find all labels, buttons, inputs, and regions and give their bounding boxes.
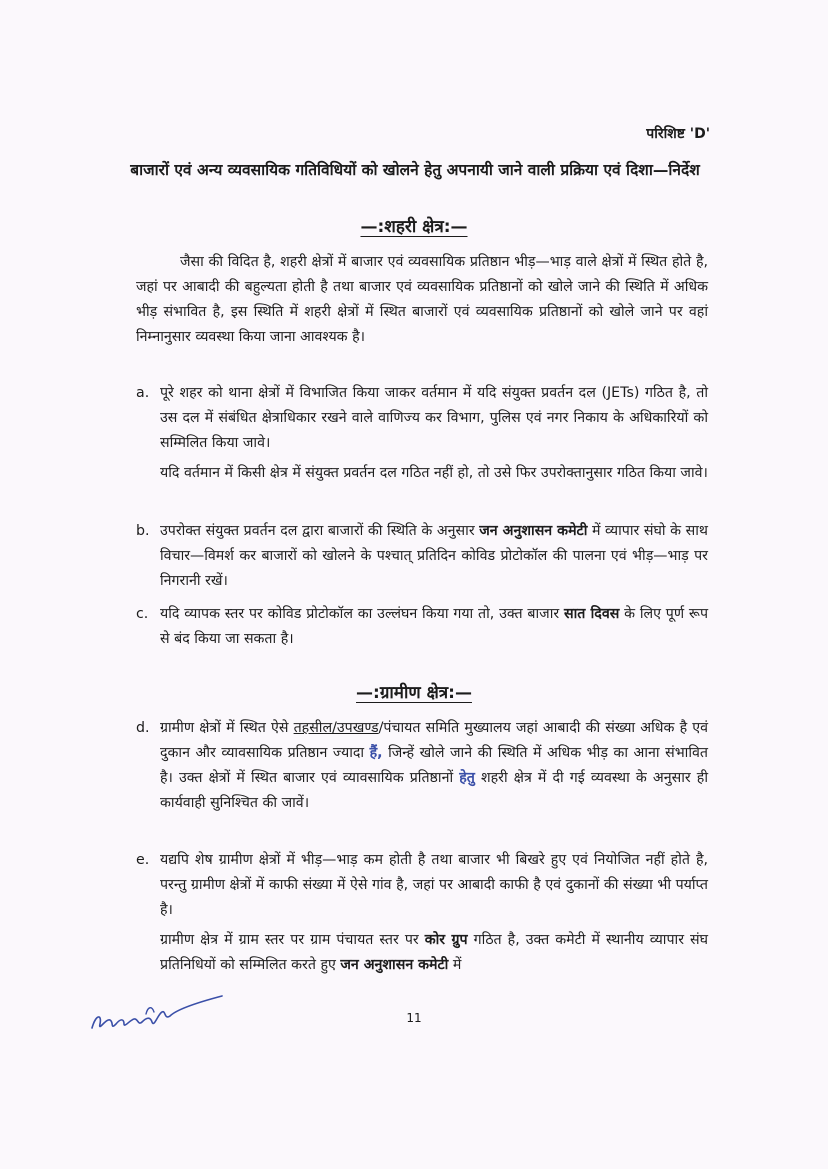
document-title: बाजारों एवं अन्य व्यवसायिक गतिविधियों को खोलने हेतु अपनायी जाने वाली प्रक्रिया एवं दिशा—निर्देश	[130, 161, 700, 179]
page-number: 11	[406, 1011, 422, 1025]
item-text: पूरे शहर को थाना क्षेत्रों में विभाजित किया जाकर वर्तमान में यदि संयुक्त प्रवर्तन दल (JETs) गठित है, तो उस दल में संबंधित क्षेत्राधिकार रखने वाले वाणिज्य कर विभाग, पुलिस एवं नगर निकाय के अधिकारियों को सम्मिलित किया जावे।	[160, 385, 708, 451]
text-segment: में व्यापार संघो के साथ विचार—विमर्श कर बाजारों को खोलने के पश्चात् प्रतिदिन कोविड प्रोटोकॉल की पालना एवं भीड़—भाड़ पर निगरानी रखें।	[160, 523, 708, 589]
bold-term: सात दिवस	[564, 606, 620, 622]
text-segment: यदि व्यापक स्तर पर कोविड प्रोटोकॉल का उल्लंघन किया गया तो, उक्त बाजार	[160, 606, 560, 622]
text-segment: ग्रामीण क्षेत्रों में स्थित ऐसे	[160, 720, 289, 736]
urban-heading-text: —:शहरी क्षेत्र:—	[360, 217, 468, 237]
bold-term: जन अनुशासन कमेटी	[340, 957, 449, 973]
underlined-term: तहसील/उपखण्ड	[293, 720, 379, 736]
item-label: c.	[136, 606, 149, 622]
item-label: e.	[136, 852, 150, 868]
item-text	[160, 602, 708, 652]
bold-term: जन अनुशासन कमेटी	[479, 523, 588, 539]
urban-section-heading	[0, 214, 828, 237]
rural-heading-text: —:ग्रामीण क्षेत्र:—	[356, 683, 472, 703]
handwritten-correction: हैं,	[369, 745, 383, 761]
item-label: b.	[136, 523, 150, 539]
item-text: यद्यपि शेष ग्रामीण क्षेत्रों में भीड़—भाड़ कम होती है तथा बाजार भी बिखरे हुए एवं नियोजित नहीं होते है, परन्तु ग्रामीण क्षेत्रों में काफी संख्या में ऐसे गांव है, जहां पर आबादी काफी है एवं दुकानों की संख्या भी पर्याप्त है।	[160, 852, 708, 918]
item-e-note	[160, 928, 708, 978]
item-text	[160, 716, 708, 816]
item-text	[160, 519, 708, 594]
item-label: d.	[136, 720, 150, 736]
urban-intro-paragraph: जैसा की विदित है, शहरी क्षेत्रों में बाजार एवं व्यवसायिक प्रतिष्ठान भीड़—भाड़ वाले क्षेत्रों में स्थित होते है, जहां पर आबादी की बहुल्यता होती है तथा बाजार एवं व्यवसायिक प्रतिष्ठानों को खोले जाने की स्थिति में अधिक भीड़ संभावित है, इस स्थिति में शहरी क्षेत्रों में स्थित बाजारों एवं व्यवसायिक प्रतिष्ठानों को खोले जाने पर वहां निम्नानुसार व्यवस्था किया जाना आवश्यक है।	[136, 254, 708, 345]
text-segment: उपरोक्त संयुक्त प्रवर्तन दल द्वारा बाजारों की स्थिति के अनुसार	[160, 523, 475, 539]
handwritten-correction: हेतु	[459, 770, 475, 786]
item-a-note: यदि वर्तमान में किसी क्षेत्र में संयुक्त प्रवर्तन दल गठित नहीं हो, तो उसे फिर उपरोक्तानुसार गठित किया जावे।	[160, 465, 708, 481]
text-segment: जिन्हें खोले जाने की स्थिति में अधिक भीड़ का आना संभावित है। उक्त क्षेत्रों में स्थित बाजार एवं व्यावसायिक प्रतिष्ठानों	[160, 745, 708, 786]
rural-section-heading	[0, 680, 828, 703]
text-segment: ग्रामीण क्षेत्र में ग्राम स्तर पर ग्राम पंचायत स्तर पर	[160, 932, 419, 948]
text-segment: शहरी क्षेत्र में दी गई व्यवस्था के अनुसार ही कार्यवाही सुनिश्चित की जावें।	[160, 770, 709, 811]
bold-term: कोर ग्रुप	[424, 932, 468, 948]
text-segment: में	[452, 957, 462, 973]
item-label: a.	[136, 385, 150, 401]
text-segment: /पंचायत समिति मुख्यालय जहां आबादी की संख्या अधिक है एवं दुकान और व्यावसायिक प्रतिष्ठान ज्यादा	[160, 720, 708, 761]
text-segment: के लिए पूर्ण रूप से बंद किया जा सकता है।	[160, 606, 709, 647]
annex-label: परिशिष्ट 'D'	[646, 126, 710, 142]
text-segment: गठित है, उक्त कमेटी में स्थानीय व्यापार संघ प्रतिनिधियों को सम्मिलित करते हुए	[160, 932, 709, 973]
